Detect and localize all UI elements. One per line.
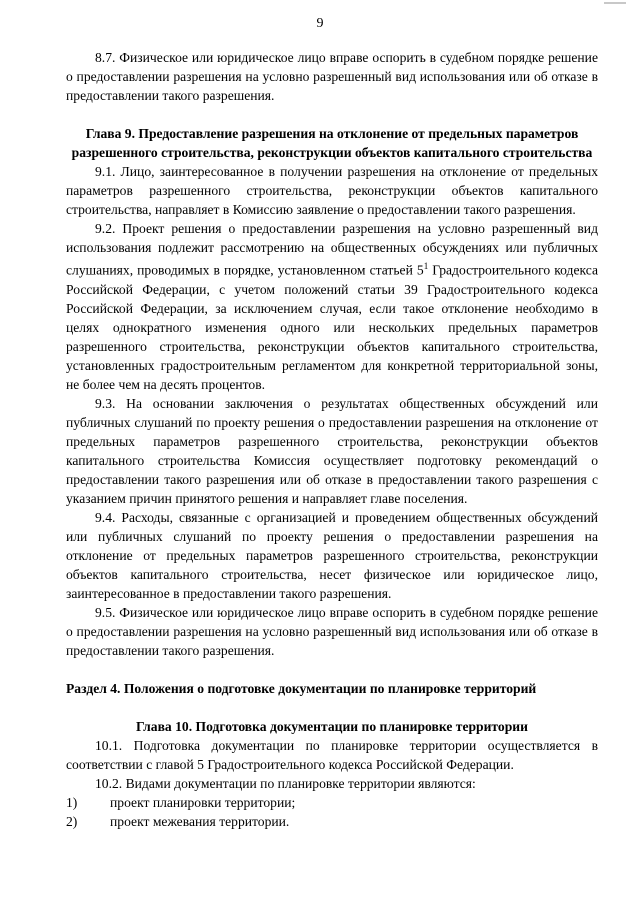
paragraph-9-2	[66, 219, 598, 394]
page-number: 9	[316, 16, 324, 31]
scan-mark	[604, 2, 626, 4]
list-item-number: 2)	[66, 813, 78, 829]
paragraph-10-2: 10.2. Видами документации по планировке территории являются:	[95, 775, 476, 791]
paragraph-10-1: 10.1. Подготовка документации по планировке территории осуществляется в соответствии с главой 5 Градостроительного кодекса Российской Федерации.	[66, 737, 598, 772]
list-item	[66, 793, 598, 812]
list-item-text: проект планировки территории;	[110, 794, 296, 810]
chapter-9-title: Глава 9. Предоставление разрешения на отклонение от предельных параметров разрешенного строительства, реконструкции объектов капитального строительства	[71, 126, 593, 160]
document-body	[66, 48, 598, 831]
paragraph-9-5: 9.5. Физическое или юридическое лицо вправе оспорить в судебном порядке решение о предоставлении разрешения на условно разрешенный вид использования или об отказе в предоставлении такого разрешения.	[66, 604, 598, 658]
paragraph-9-4: 9.4. Расходы, связанные с организацией и проведением общественных обсуждений или публичных слушаний по проекту решения о предоставлении разрешения на отклонение от предельных параметров разрешенного строительства, реконструкции объектов капитального строительства, несет физическое или юридическое лицо, заинтересованное в предоставлении такого разрешения.	[66, 509, 598, 601]
list-item-number: 1)	[66, 794, 78, 810]
paragraph-9-1: 9.1. Лицо, заинтересованное в получении разрешения на отклонение от предельных параметров разрешенного строительства, реконструкции объектов капитального строительства, направляет в Комиссию заявление о предоставлении такого разрешения.	[66, 164, 598, 217]
paragraph-8-7: 8.7. Физическое или юридическое лицо вправе оспорить в судебном порядке решение о предоставлении разрешения на условно разрешенный вид использования или об отказе в предоставлении такого разрешения.	[66, 50, 598, 103]
article-superscript: 1	[423, 261, 429, 271]
paragraph-9-2-part2: Градостроительного кодекса Российской Федерации, с учетом положений статьи 39 Градостроительного кодекса Российской Федерации, за исключением случая, если такое отклонение необходимо в целях однократного изменения одного или нескольких предельных параметров разрешенного строительства, реконструкции объектов капитального строительства, установленных градостроительным регламентом для конкретной территориальной зоны, не более чем на десять процентов.	[66, 262, 598, 392]
list-item-text: проект межевания территории.	[110, 813, 290, 829]
chapter-10-title: Глава 10. Подготовка документации по планировке территории	[136, 718, 528, 734]
section-4-title: Раздел 4. Положения о подготовке документации по планировке территорий	[66, 680, 537, 696]
paragraph-9-3: 9.3. На основании заключения о результатах общественных обсуждений или публичных слушаний по проекту решения о предоставлении разрешения на отклонение от предельных параметров разрешенного строительства, реконструкции объектов капитального строительства Комиссия осуществляет подготовку рекомендаций о предоставлении такого разрешения или об отказе в предоставлении такого разрешения с указанием причин принятого решения и направляет главе поселения.	[66, 395, 598, 506]
list-item	[66, 812, 598, 831]
paragraph-9-2-part1: 9.2. Проект решения о предоставлении разрешения на условно разрешенный вид использования подлежит рассмотрению на общественных обсуждениях или публичных слушаниях, проводимых в порядке, установленном статьей 5	[66, 221, 598, 278]
